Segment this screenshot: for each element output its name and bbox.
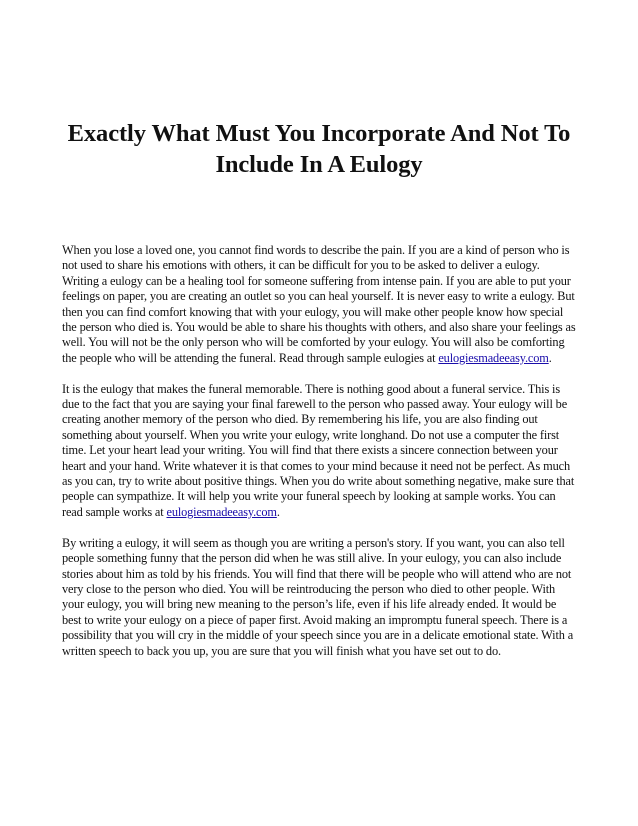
paragraph-1-text: When you lose a loved one, you cannot find words to describe the pain. If you are a kind of person who is not used to share his emotions with others, it can be difficult for you to be asked to deliver a eulogy. Writing a eulogy can be a healing tool for someone suffering from intense pain. If you are able to put your feelings on paper, you are creating an outlet so you can heal yourself. It is never easy to write a eulogy. But then you can find comfort knowing that with your eulogy, you will make other people know how special the person who died is. You would be able to share his thoughts with others, and also share your feelings as well. You will not be the only person who will be comforted by your eulogy. You will also be comforting the people who will be attending the funeral. Read through sample eulogies at	[62, 243, 576, 365]
paragraph-3-text: By writing a eulogy, it will seem as though you are writing a person's story. If you want, you can also tell people something funny that the person did when he was still alive. In your eulogy, you can also include stories about him as told by his friends. You will find that there will be people who will attend who are not very close to the person who died. You will be reintroducing the person who died to other people. With your eulogy, you will bring new meaning to the person’s life, even if his life already ended. It would be best to write your eulogy on a piece of paper first. Avoid making an impromptu funeral speech. There is a possibility that you will cry in the middle of your speech since you are in a delicate emotional state. With a written speech to back you up, you are sure that you will finish what you have set out to do.	[62, 535, 574, 658]
paragraph-1-end: .	[548, 350, 552, 365]
paragraph-2-text: It is the eulogy that makes the funeral memorable. There is nothing good about a funeral service. This is due to the fact that you are saying your final farewell to the person who passed away. Your eulogy will be creating another memory of the person who died. By remembering his life, you are also finding out something about yourself. When you write your eulogy, write longhand. Do not use a computer the first time. Let your heart lead your writing. You will find that there exists a sincere connection between your heart and your hand. Write whatever it is that comes to your mind because it need not be perfect. As much as you can, try to write about positive things. When you do write about something negative, make sure that people can sympathize. It will help you write your funeral speech by looking at sample works. You can read sample works at	[62, 381, 575, 519]
paragraph-2-end: .	[276, 504, 280, 519]
eulogiesmadeeasy-link[interactable]: eulogiesmadeeasy.com	[438, 350, 549, 365]
page-title: Exactly What Must You Incorporate And Not To Include In A Eulogy	[67, 120, 571, 178]
eulogiesmadeeasy-link[interactable]: eulogiesmadeeasy.com	[166, 504, 277, 519]
paragraph-1	[62, 243, 578, 366]
article-body	[62, 243, 578, 674]
paragraph-3	[62, 536, 578, 659]
paragraph-2	[62, 382, 578, 521]
